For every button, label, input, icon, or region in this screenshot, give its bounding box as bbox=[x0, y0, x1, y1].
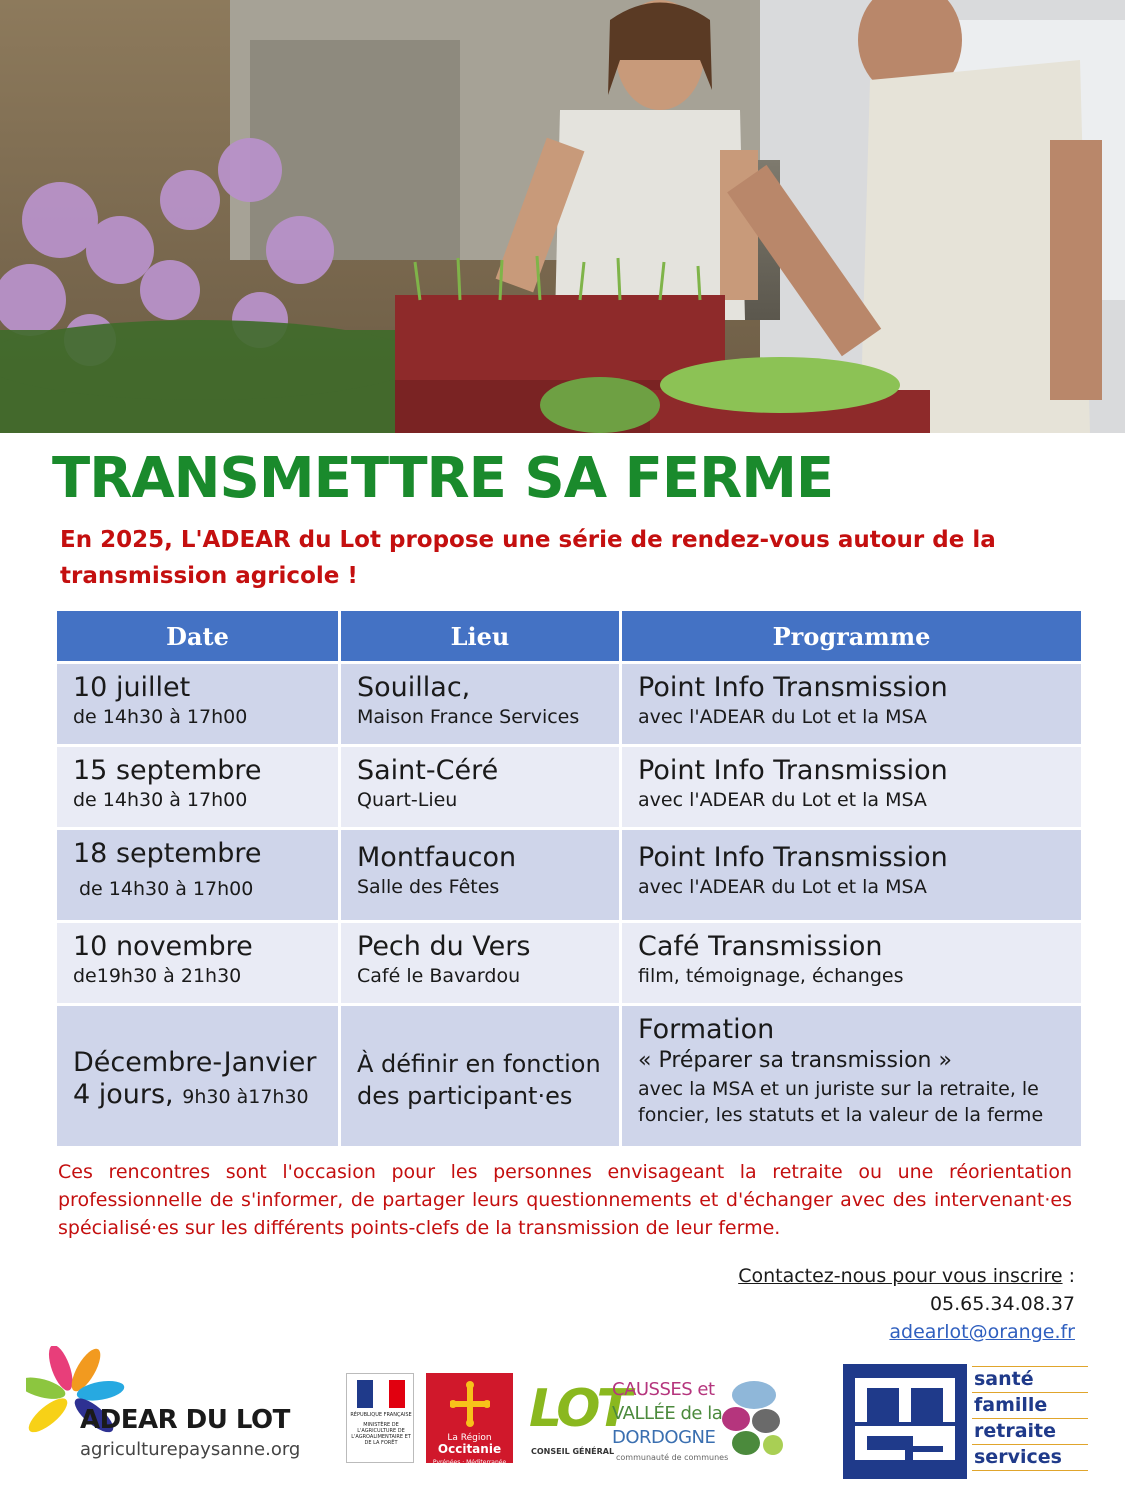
event-days bbox=[73, 1079, 324, 1113]
event-program: Formation bbox=[638, 1014, 775, 1045]
table-row bbox=[57, 747, 1081, 827]
region-name: Occitanie bbox=[437, 1442, 502, 1456]
event-date: 18 septembre bbox=[73, 838, 262, 869]
cell-lieu bbox=[341, 830, 619, 920]
cell-date bbox=[57, 1006, 338, 1146]
header-programme: Programme bbox=[622, 611, 1081, 661]
causses-line2: VALLÉE de la bbox=[612, 1403, 723, 1424]
cell-date bbox=[57, 830, 338, 920]
poster-subtitle: En 2025, L'ADEAR du Lot propose une série de rendez-vous autour de la transmission agricole ! bbox=[60, 527, 996, 589]
header-lieu: Lieu bbox=[341, 611, 619, 661]
event-time: de 14h30 à 17h00 bbox=[73, 706, 248, 728]
table-header-row bbox=[57, 611, 1081, 661]
event-days-count: 4 jours, bbox=[73, 1079, 174, 1110]
events-table bbox=[54, 608, 1084, 1149]
contact-line bbox=[738, 1262, 1075, 1290]
event-venue: Quart-Lieu bbox=[357, 789, 458, 811]
event-detail: film, témoignage, échanges bbox=[638, 965, 904, 987]
table-row bbox=[57, 923, 1081, 1003]
event-program: Point Info Transmission bbox=[638, 672, 948, 703]
cell-lieu bbox=[341, 1006, 619, 1146]
cell-date bbox=[57, 664, 338, 744]
event-place: Souillac, bbox=[357, 672, 471, 703]
msa-words bbox=[972, 1366, 1088, 1471]
table-row bbox=[57, 1006, 1081, 1146]
msa-word: services bbox=[972, 1444, 1088, 1471]
causses-line3: DORDOGNE bbox=[612, 1427, 716, 1448]
cell-programme bbox=[622, 1006, 1081, 1146]
cell-lieu bbox=[341, 747, 619, 827]
table-row bbox=[57, 664, 1081, 744]
event-detail: avec l'ADEAR du Lot et la MSA bbox=[638, 789, 927, 811]
event-place: Pech du Vers bbox=[357, 931, 531, 962]
lot-logo bbox=[527, 1373, 628, 1463]
msa-word: famille bbox=[972, 1392, 1088, 1418]
cell-date bbox=[57, 923, 338, 1003]
contact-label: Contactez-nous pour vous inscrire bbox=[738, 1265, 1063, 1287]
event-place: Montfaucon bbox=[357, 842, 517, 873]
event-detail: avec l'ADEAR du Lot et la MSA bbox=[638, 876, 927, 898]
cell-programme bbox=[622, 664, 1081, 744]
rf-text: RÉPUBLIQUE FRANÇAISE bbox=[350, 1412, 412, 1418]
msa-monogram-icon bbox=[843, 1364, 967, 1479]
causses-logo bbox=[612, 1373, 790, 1463]
header-photo bbox=[0, 0, 1125, 433]
description-paragraph: Ces rencontres sont l'occasion pour les personnes envisageant la retraite ou une réorientation professionnelle de s'informer, de partager leurs questionnements et d'échanger avec des intervenant·es spécialisé·es sur les différents points-clefs de la transmission de leur ferme. bbox=[58, 1161, 1072, 1239]
ministere-logo bbox=[346, 1373, 414, 1463]
msa-logo bbox=[843, 1364, 967, 1479]
pebbles-icon bbox=[718, 1377, 790, 1459]
region-top: La Région bbox=[447, 1433, 492, 1443]
event-detail: avec la MSA et un juriste sur la retraite, le foncier, les statuts et la valeur de la ferme bbox=[638, 1078, 1044, 1126]
contact-block bbox=[738, 1262, 1075, 1346]
cell-date bbox=[57, 747, 338, 827]
cell-lieu bbox=[341, 664, 619, 744]
contact-colon: : bbox=[1062, 1265, 1075, 1287]
causses-line1: CAUSSES et bbox=[612, 1379, 715, 1400]
lot-text: LOT bbox=[529, 1379, 628, 1439]
cell-programme bbox=[622, 923, 1081, 1003]
event-date: 15 septembre bbox=[73, 755, 262, 786]
cell-lieu bbox=[341, 923, 619, 1003]
msa-word: retraite bbox=[972, 1418, 1088, 1444]
event-time: de 14h30 à 17h00 bbox=[73, 789, 248, 811]
event-detail: avec l'ADEAR du Lot et la MSA bbox=[638, 706, 927, 728]
poster-title: TRANSMETTRE SA FERME bbox=[52, 446, 834, 511]
table-row bbox=[57, 830, 1081, 920]
contact-email-link[interactable]: adearlot@orange.fr bbox=[889, 1321, 1075, 1343]
event-venue: Café le Bavardou bbox=[357, 965, 521, 987]
event-time: de 14h30 à 17h00 bbox=[79, 878, 254, 900]
event-venue: Maison France Services bbox=[357, 706, 580, 728]
event-program: Point Info Transmission bbox=[638, 755, 948, 786]
causses-sub: communauté de communes bbox=[616, 1453, 729, 1462]
event-date: 10 novembre bbox=[73, 931, 253, 962]
ministere-text: MINISTÈRE DE L'AGRICULTURE DE L'AGROALIMENTAIRE ET DE LA FORÊT bbox=[351, 1422, 411, 1446]
event-program-sub: « Préparer sa transmission » bbox=[638, 1048, 952, 1073]
event-time: de19h30 à 21h30 bbox=[73, 965, 242, 987]
contact-phone[interactable]: 05.65.34.08.37 bbox=[929, 1293, 1075, 1315]
event-date: Décembre-Janvier bbox=[73, 1047, 317, 1078]
event-program: Café Transmission bbox=[638, 931, 883, 962]
adear-logo-name: ADEAR DU LOT bbox=[80, 1405, 290, 1435]
event-place: À définir en fonction des participant·es bbox=[357, 1050, 601, 1110]
occitan-cross-icon bbox=[450, 1381, 490, 1427]
region-sub: Pyrénées · Méditerranée bbox=[432, 1459, 507, 1466]
cell-programme bbox=[622, 830, 1081, 920]
event-venue: Salle des Fêtes bbox=[357, 876, 500, 898]
event-date: 10 juillet bbox=[73, 672, 191, 703]
occitanie-logo bbox=[426, 1373, 513, 1466]
event-time: 9h30 à17h30 bbox=[182, 1086, 309, 1108]
adear-logo-site: agriculturepaysanne.org bbox=[80, 1439, 301, 1460]
header-date: Date bbox=[57, 611, 338, 661]
occitanie-text bbox=[426, 1433, 513, 1468]
msa-word: santé bbox=[972, 1366, 1088, 1392]
lot-sub: CONSEIL GÉNÉRAL bbox=[531, 1447, 615, 1456]
event-program: Point Info Transmission bbox=[638, 842, 948, 873]
event-place: Saint-Céré bbox=[357, 755, 499, 786]
cell-programme bbox=[622, 747, 1081, 827]
marianne-flag-icon bbox=[357, 1380, 405, 1408]
